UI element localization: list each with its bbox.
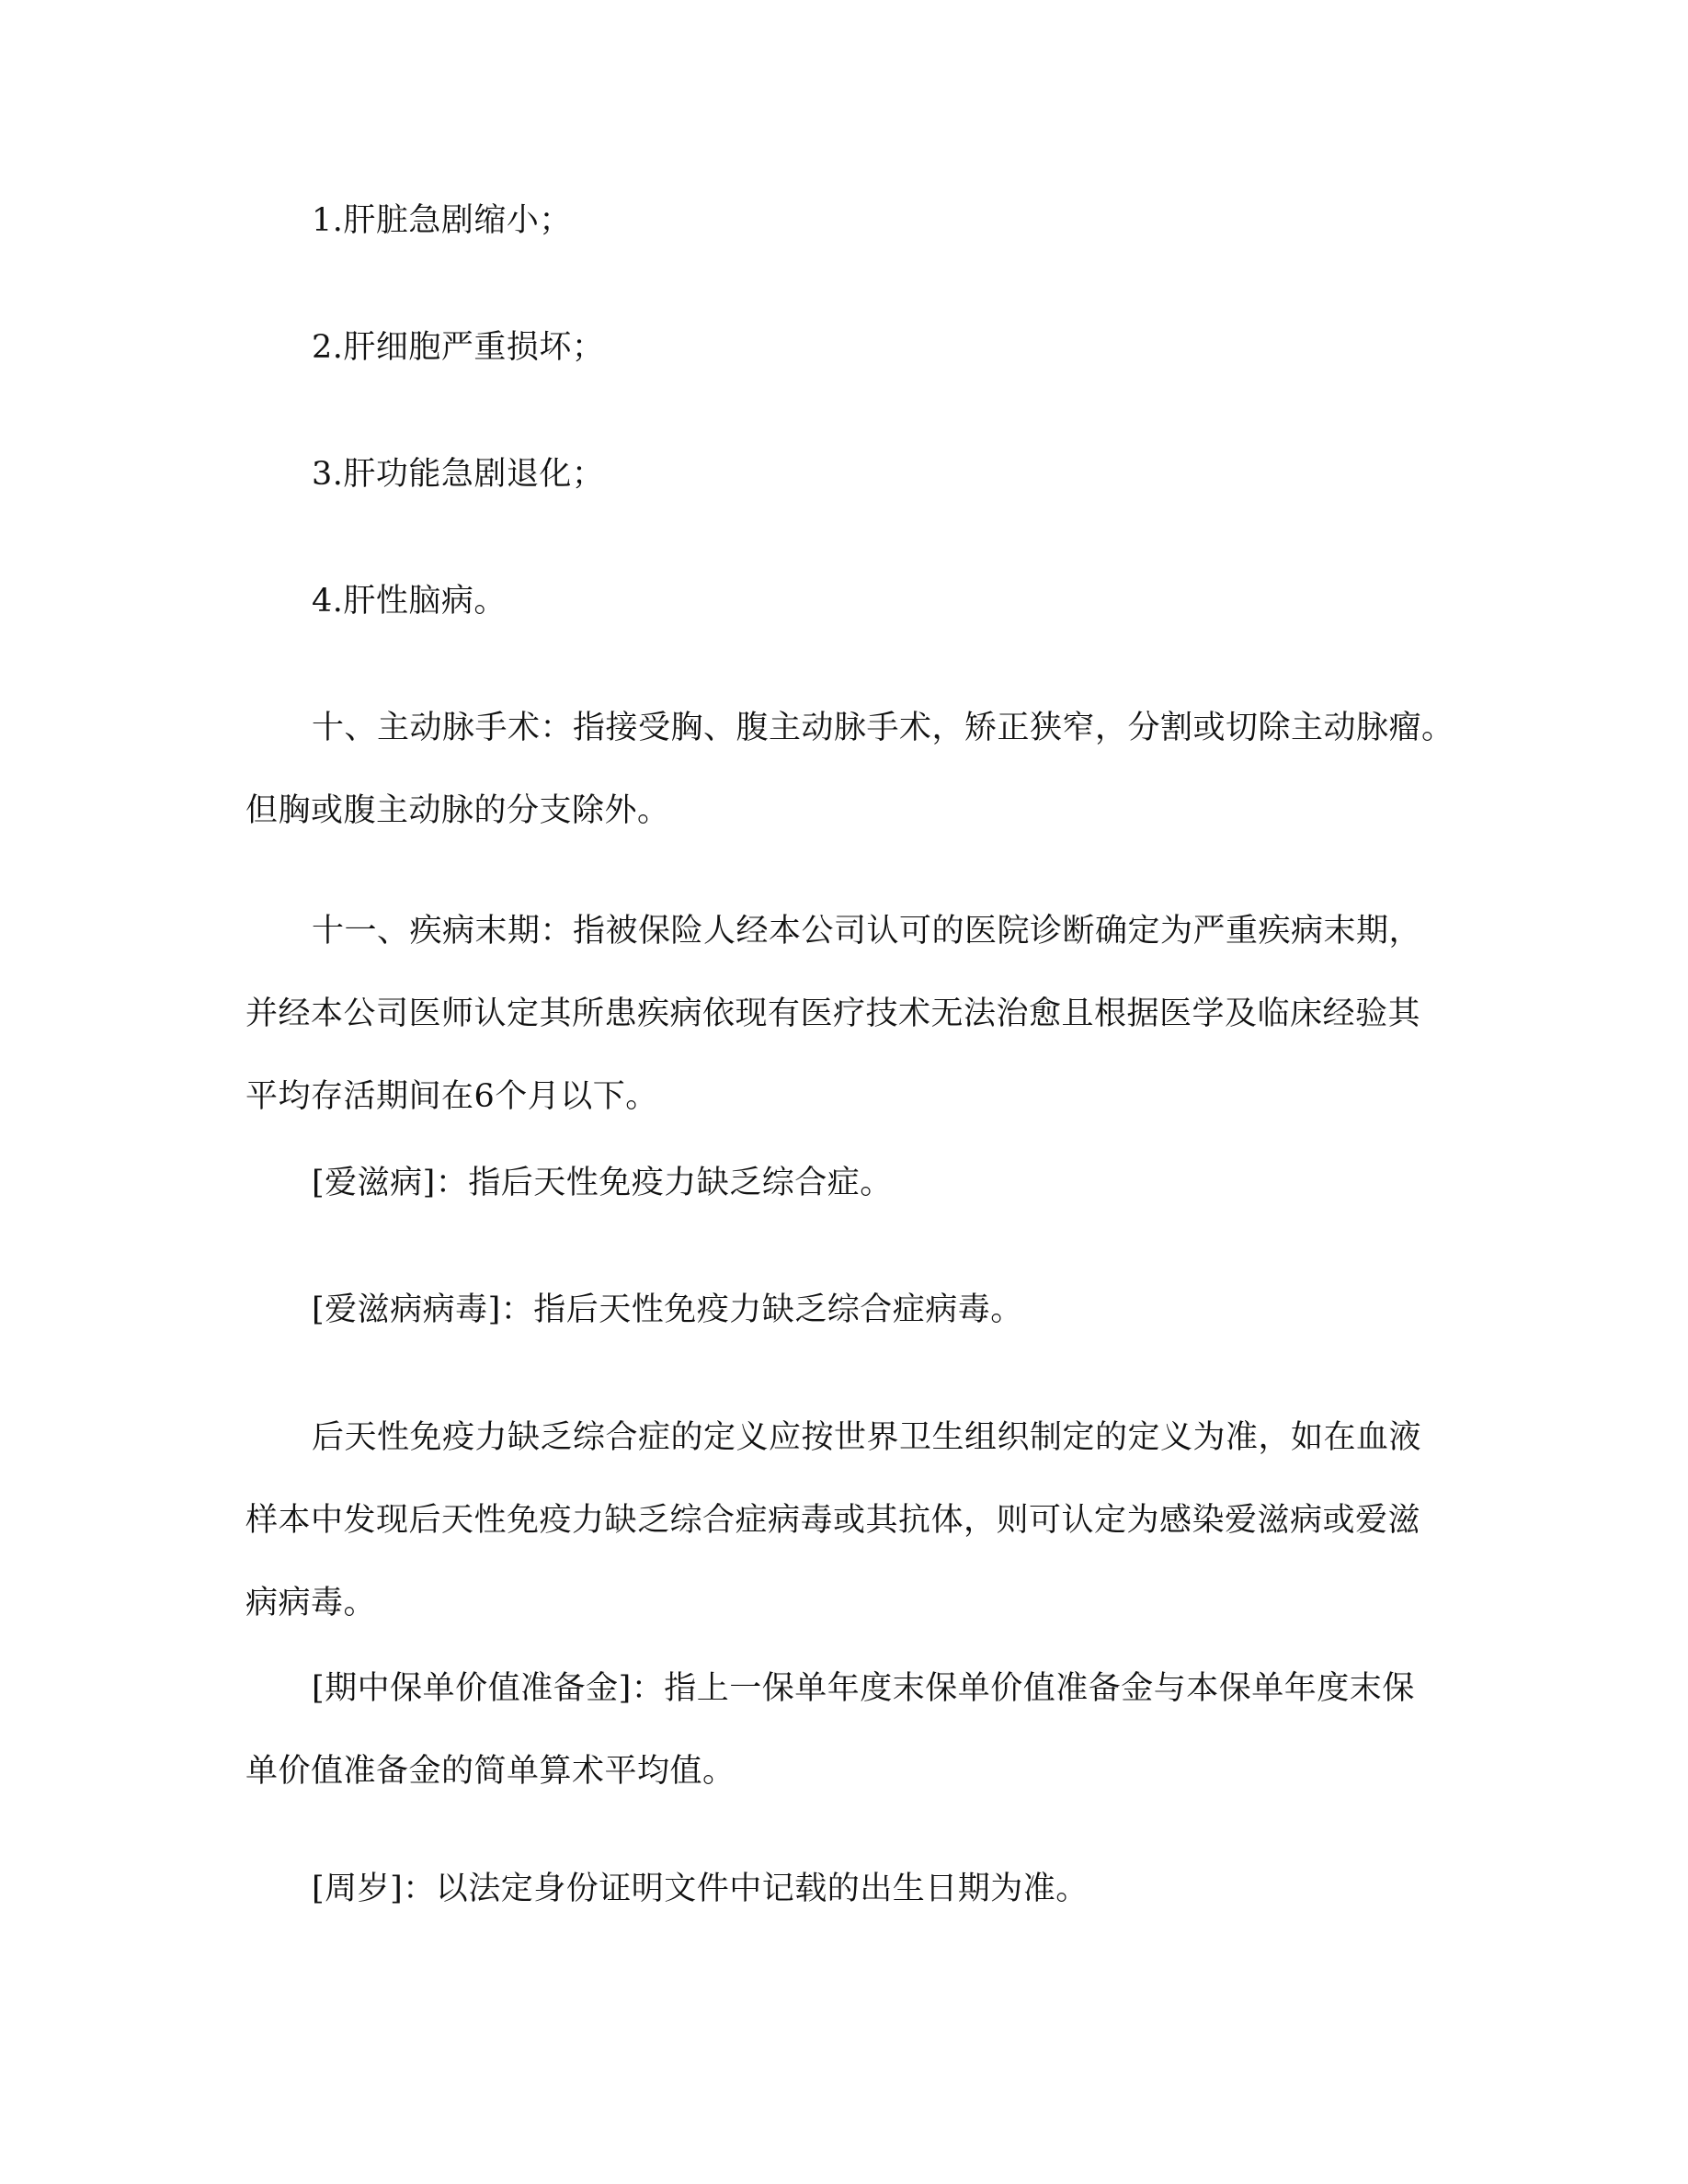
definition-hiv — [245, 1268, 1441, 1351]
paragraph-aids-definition — [245, 1396, 1441, 1644]
text-line: [爱滋病病毒]：指后天性免疫力缺乏综合症病毒。 — [312, 1291, 1023, 1328]
paragraph-aortic-surgery — [245, 687, 1454, 852]
text-line: 单价值准备金的简单算术平均值。 — [245, 1753, 736, 1790]
text-line: 但胸或腹主动脉的分支除外。 — [245, 792, 670, 829]
text-line: 样本中发现后天性免疫力缺乏综合症病毒或其抗体，则可认定为感染爱滋病或爱滋 — [245, 1502, 1421, 1539]
text-line: 病病毒。 — [245, 1585, 377, 1621]
text-line: [周岁]：以法定身份证明文件中记载的出生日期为准。 — [312, 1871, 1089, 1907]
text-line: 2.肝细胞严重损坏； — [312, 329, 605, 366]
text-line: 平均存活期间在6个月以下。 — [245, 1078, 658, 1115]
text-line: 4.肝性脑病。 — [312, 583, 507, 620]
list-item-liver-function — [245, 433, 1441, 516]
text-line: 十、主动脉手术：指接受胸、腹主动脉手术，矫正狭窄，分割或切除主动脉瘤。 — [312, 710, 1454, 746]
list-item-hepatic-encephalopathy — [245, 560, 1441, 643]
text-line: 后天性免疫力缺乏综合症的定义应按世界卫生组织制定的定义为准，如在血液 — [312, 1419, 1422, 1456]
definition-aids — [245, 1142, 1441, 1224]
text-line: [期中保单价值准备金]：指上一保单年度末保单价值准备金与本保单年度末保 — [312, 1670, 1415, 1707]
definition-interim-reserve — [245, 1647, 1441, 1813]
list-item-liver-shrink — [245, 179, 1441, 262]
text-line: 1.肝脏急剧缩小； — [312, 202, 572, 239]
text-line: 3.肝功能急剧退化； — [312, 456, 605, 493]
paragraph-terminal-illness — [245, 890, 1441, 1138]
text-line: [爱滋病]：指后天性免疫力缺乏综合症。 — [312, 1165, 893, 1201]
definition-age — [245, 1848, 1441, 1930]
text-line: 十一、疾病末期：指被保险人经本公司认可的医院诊断确定为严重疾病末期， — [312, 913, 1422, 950]
text-line: 并经本公司医师认定其所患疾病依现有医疗技术无法治愈且根据医学及临床经验其 — [245, 995, 1421, 1032]
list-item-liver-cell-damage — [245, 306, 1441, 389]
